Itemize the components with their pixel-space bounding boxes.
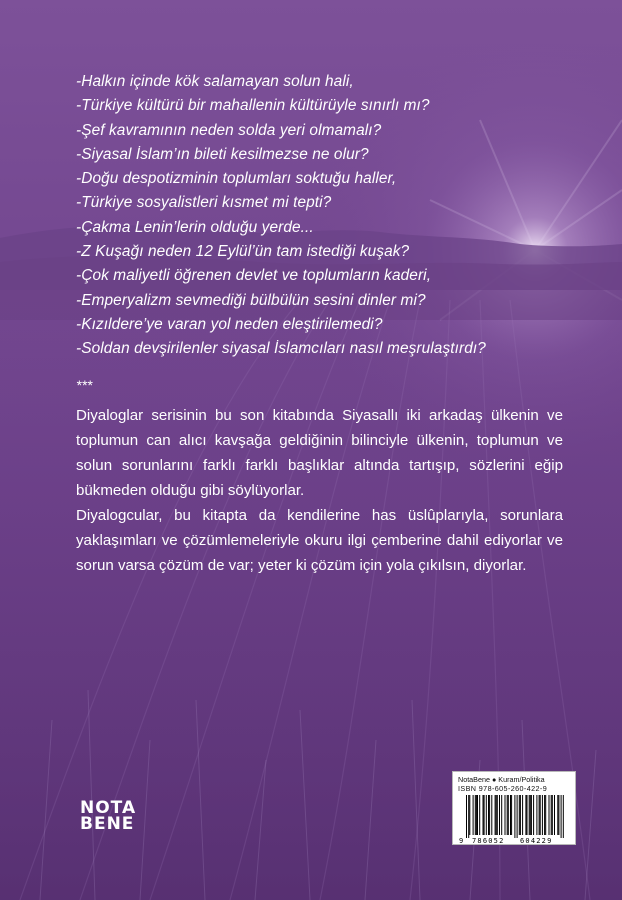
barcode-publisher-line: NotaBene ● Kuram/Politika — [458, 775, 545, 784]
barcode-bar — [507, 795, 508, 835]
barcode-bar — [552, 795, 553, 835]
barcode-bar — [489, 795, 490, 835]
barcode-bar — [466, 795, 467, 838]
question-item: -Kızıldere’ye varan yol neden eleştirilemedi? — [76, 315, 383, 333]
barcode-bar — [469, 795, 470, 835]
barcode-bar — [505, 795, 506, 835]
barcode-bar — [542, 795, 543, 835]
barcode-bar — [508, 795, 509, 835]
barcode-bar — [511, 795, 512, 835]
question-list — [76, 70, 556, 362]
barcode-bar — [551, 795, 552, 835]
barcode-bar — [540, 795, 541, 835]
barcode-bar — [520, 795, 521, 835]
barcode-bar — [510, 795, 511, 835]
question-item: -Doğu despotizminin toplumları soktuğu haller, — [76, 170, 397, 188]
barcode-bar — [557, 795, 558, 835]
barcode-bar — [514, 795, 515, 838]
barcode-bar — [475, 795, 476, 835]
isbn-number: ISBN 978-605-260-422-9 — [458, 784, 548, 793]
barcode-bar — [496, 795, 497, 835]
question-item: -Çakma Lenin’lerin olduğu yerde... — [76, 218, 314, 236]
barcode-bar — [501, 795, 502, 835]
barcode-bar — [517, 795, 518, 838]
barcode-bar — [488, 795, 489, 835]
barcode — [458, 795, 572, 845]
barcode-bar — [484, 795, 485, 835]
question-item: -Emperyalizm sevmediği bülbülün sesini dinler mi? — [76, 291, 426, 309]
question-item: -Çok maliyetli öğrenen devlet ve toplumların kaderi, — [76, 267, 432, 285]
question-item: -Türkiye kültürü bir mahallenin kültürüyle sınırlı mı? — [76, 97, 430, 115]
question-item: -Şef kavramının neden solda yeri olmamalı? — [76, 121, 382, 139]
barcode-bar — [531, 795, 532, 835]
barcode-bar — [533, 795, 534, 835]
barcode-bar — [483, 795, 484, 835]
isbn-barcode-box — [452, 771, 576, 845]
barcode-digit-first: 9 — [459, 837, 464, 845]
barcode-bar — [522, 795, 523, 835]
barcode-bar — [549, 795, 550, 835]
barcode-bar — [539, 795, 540, 835]
barcode-bar — [499, 795, 500, 835]
description-block — [76, 403, 563, 578]
barcode-bar — [473, 795, 474, 835]
description-paragraph: Diyalogcular, bu kitapta da kendilerine has üslûplarıyla, sorunlara yaklaşımları ve çözümlemeleriyle okuru ilgi çemberine dahil ediyorlar ve sorun varsa çözüm de var; yeter ki çözüm için yola çıkılsın, diyorlar. — [76, 507, 563, 574]
barcode-bar — [561, 795, 562, 838]
barcode-bar — [525, 795, 526, 835]
question-item: -Z Kuşağı neden 12 Eylül’ün tam istediği kuşak? — [76, 243, 410, 261]
barcode-bar — [497, 795, 498, 835]
barcode-bar — [545, 795, 546, 835]
barcode-bar — [536, 795, 537, 835]
barcode-digits-left: 786052 — [472, 837, 505, 845]
description-paragraph: Diyaloglar serisinin bu son kitabında Siyasallı iki arkadaş ülkenin ve toplumun can alıcı kavşağa geldiğinin bilinciyle ülkenin, toplumun ve solun sorunlarını farklı farklı başlıklar altında tartışıp, sözlerini eğip bükmeden olduğu gibi söylüyorlar. — [76, 407, 563, 499]
barcode-bar — [529, 795, 530, 835]
barcode-bar — [486, 795, 487, 835]
question-item: -Türkiye sosyalistleri kısmet mi tepti? — [76, 194, 332, 212]
barcode-bar — [554, 795, 555, 835]
publisher-logo — [80, 798, 137, 834]
barcode-bar — [477, 795, 478, 835]
barcode-bar — [530, 795, 531, 835]
question-item: -Halkın içinde kök salamayan solun hali, — [76, 73, 354, 90]
section-separator: *** — [76, 377, 93, 393]
logo-line-top: NOTA — [80, 798, 137, 818]
question-item: -Siyasal İslam’ın bileti kesilmezse ne olur? — [76, 145, 369, 163]
barcode-bar — [495, 795, 496, 835]
barcode-bar — [558, 795, 559, 835]
barcode-bar — [468, 795, 469, 838]
barcode-bar — [563, 795, 564, 838]
barcode-bar — [491, 795, 492, 835]
barcode-bar — [519, 795, 520, 835]
question-item: -Soldan devşirilenler siyasal İslamcıları nasıl meşrulaştırdı? — [76, 340, 486, 358]
barcode-bar — [479, 795, 480, 835]
barcode-bars — [466, 795, 564, 838]
barcode-bar — [544, 795, 545, 835]
barcode-bar — [476, 795, 477, 835]
logo-line-bottom: BENE — [80, 814, 135, 834]
barcode-bar — [527, 795, 528, 835]
barcode-digits-right: 604229 — [520, 837, 553, 845]
